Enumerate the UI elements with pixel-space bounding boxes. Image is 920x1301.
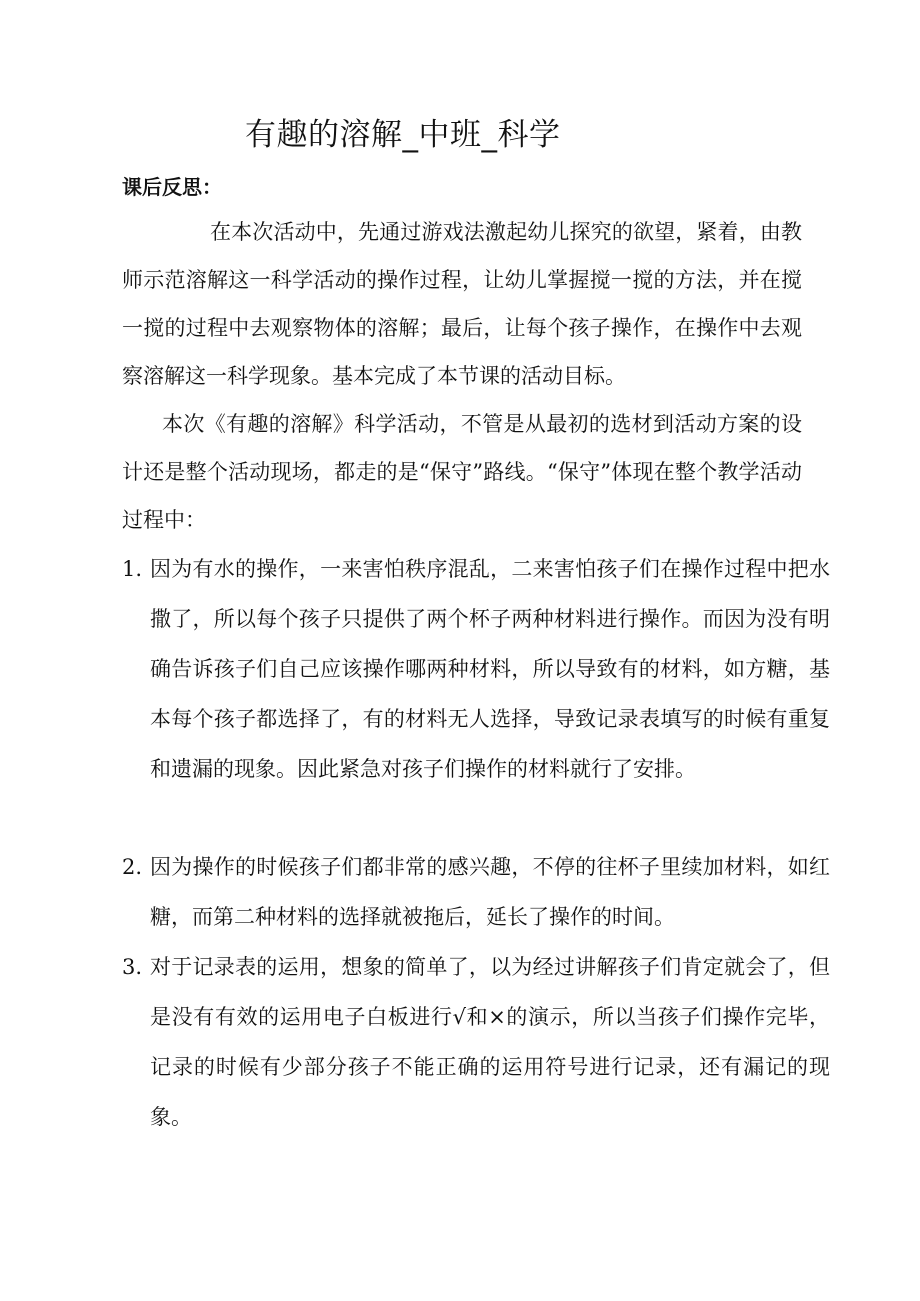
list-item <box>122 842 830 942</box>
list-item <box>122 942 830 1142</box>
list-item-number: 2. <box>122 855 143 879</box>
list-item-text: 因为操作的时候孩子们都非常的感兴趣，不停的往杯子里续加材料，如红糖，而第二种材料的选择就被拖后，延长了操作的时间。 <box>150 855 830 929</box>
list-item-number: 1. <box>122 557 143 581</box>
document-title: 有趣的溶解_中班_科学 <box>245 117 561 153</box>
list-item-text: 因为有水的操作，一来害怕秩序混乱，二来害怕孩子们在操作过程中把水撒了，所以每个孩子只提供了两个杯子两种材料进行操作。而因为没有明确告诉孩子们自己应该操作哪两种材料，所以导致有的材料，如方糖，基本每个孩子都选择了，有的材料无人选择，导致记录表填写的时候有重复和遗漏的现象。因此紧急对孩子们操作的材料就行了安排。 <box>150 557 830 781</box>
list-item <box>122 544 830 794</box>
list-item-number: 3. <box>122 955 143 979</box>
section-heading: 课后反思： <box>122 175 222 199</box>
paragraph-1: 在本次活动中，先通过游戏法激起幼儿探究的欲望，紧着，由教师示范溶解这一科学活动的操作过程，让幼儿掌握搅一搅的方法，并在搅一搅的过程中去观察物体的溶解；最后，让每个孩子操作，在操作中去观察溶解这一科学现象。基本完成了本节课的活动目标。 <box>122 220 802 388</box>
paragraph-2: 本次《有趣的溶解》科学活动，不管是从最初的选材到活动方案的设计还是整个活动现场，都走的是“保守”路线。“保守”体现在整个教学活动过程中： <box>122 412 802 532</box>
list-item-text: 对于记录表的运用，想象的简单了，以为经过讲解孩子们肯定就会了，但是没有有效的运用电子白板进行√和×的演示，所以当孩子们操作完毕，记录的时候有少部分孩子不能正确的运用符号进行记录，还有漏记的现象。 <box>150 955 830 1129</box>
